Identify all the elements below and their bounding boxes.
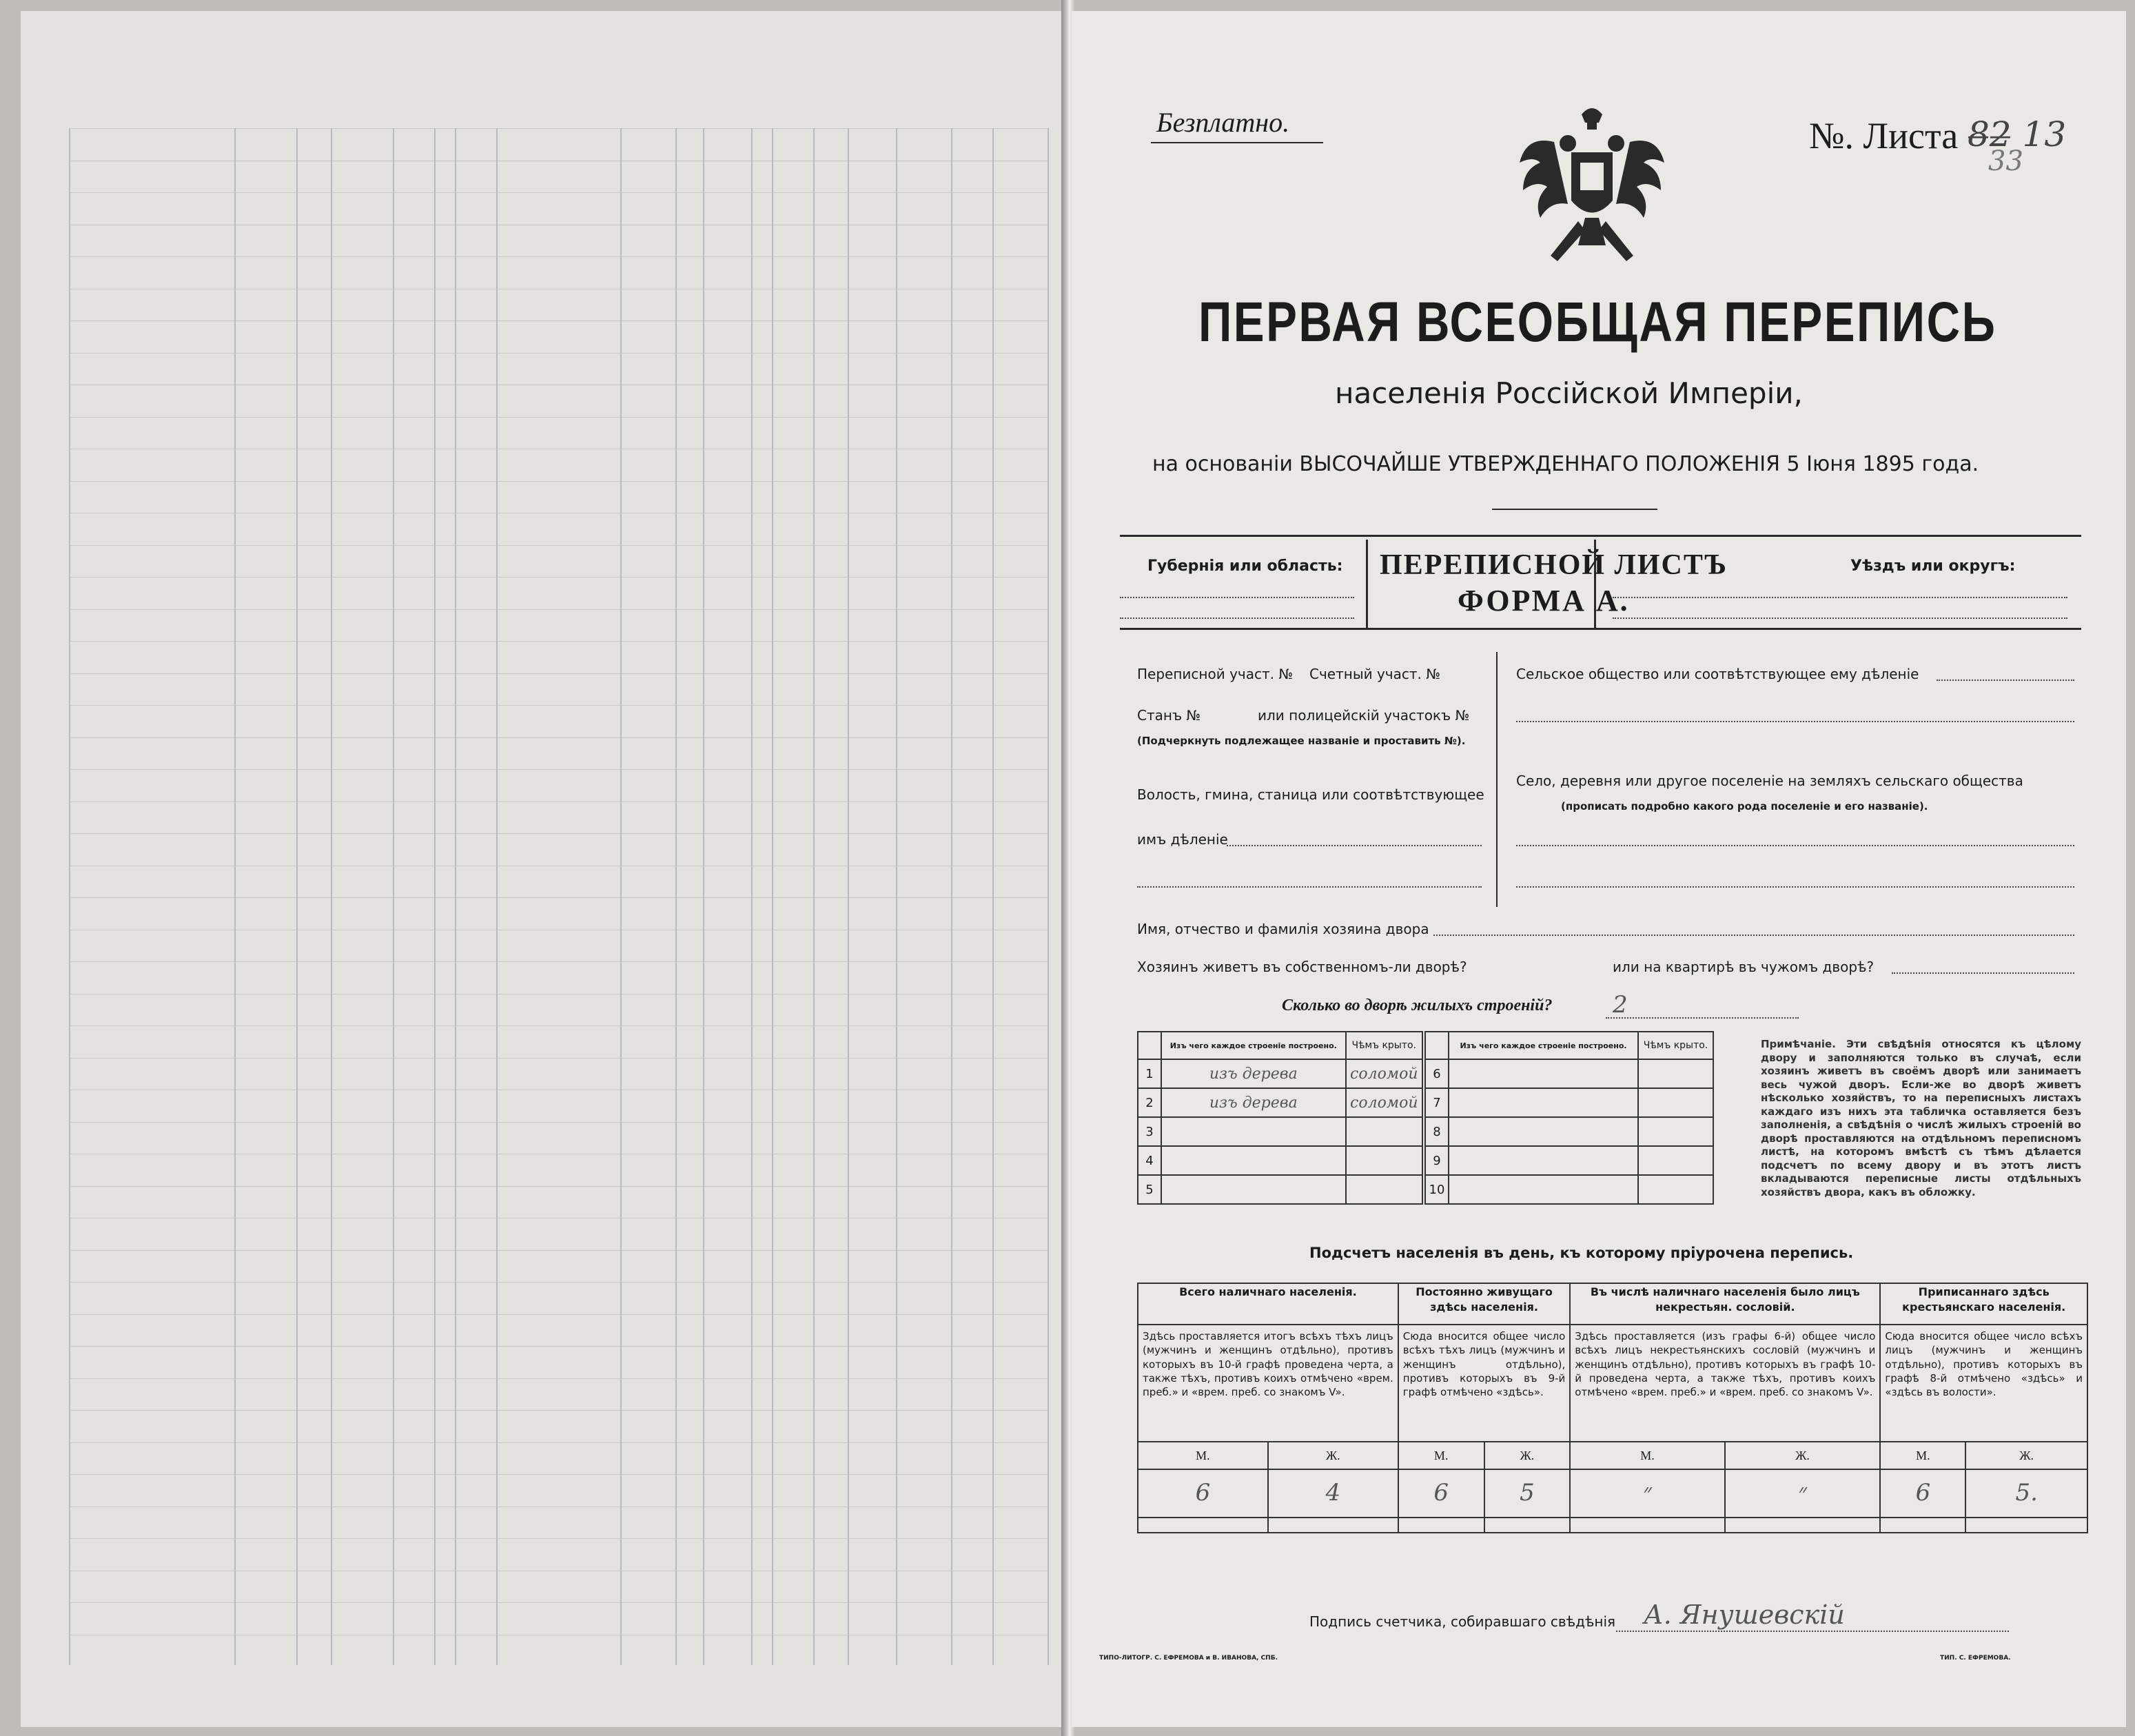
ghost-grid-vline	[69, 128, 70, 1665]
society-line-2	[1516, 721, 2074, 722]
ghost-grid-hline	[69, 1122, 1048, 1123]
sex-label: М.	[1398, 1442, 1484, 1469]
imperial-eagle-icon	[1513, 101, 1671, 280]
gubernia-label: Губернія или область:	[1147, 558, 1343, 575]
building-roof	[1346, 1117, 1422, 1146]
building-row-number: 8	[1425, 1117, 1449, 1146]
sheet-number-label: №. Листа	[1809, 115, 1959, 156]
ghost-grid-hline	[69, 673, 1048, 674]
village-label: Село, деревня или другое поселеніе на земляхъ сельскаго общества	[1516, 773, 2023, 789]
left-page	[21, 11, 1065, 1727]
form-name: ФОРМА А.	[1458, 584, 1630, 617]
ghost-grid-hline	[69, 577, 1048, 578]
building-roof	[1346, 1146, 1422, 1175]
building-row-number: 3	[1138, 1117, 1161, 1146]
ghost-grid-vline	[813, 128, 815, 1665]
ghost-grid-vline	[896, 128, 897, 1665]
ghost-grid-hline	[69, 705, 1048, 706]
ghost-grid-vline	[331, 128, 332, 1665]
volost-line	[1227, 845, 1482, 846]
ghost-grid-hline	[69, 1250, 1048, 1251]
building-material	[1161, 1175, 1346, 1204]
building-roof	[1638, 1146, 1713, 1175]
building-roof	[1638, 1117, 1713, 1146]
buildings-table-right	[1424, 1031, 1714, 1205]
ghost-grid-vline	[772, 128, 773, 1665]
count-description: Сюда вносится общее число всѣхъ лицъ (мужчинъ и женщинъ отдѣльно), противъ которыхъ въ графѣ 8-й отмѣчено «здѣсь» и «здѣсь въ волости».	[1880, 1325, 2087, 1442]
village-line-2	[1516, 886, 2074, 888]
stan-label: Станъ №	[1137, 707, 1201, 724]
signature-line	[1616, 1631, 2009, 1632]
ornament-divider	[1492, 509, 1657, 510]
count-value: 6	[1138, 1469, 1268, 1518]
count-header: Постоянно живущаго здѣсь населенія.	[1398, 1283, 1571, 1325]
material-header: Изъ чего каждое строеніе построено.	[1161, 1032, 1346, 1059]
ghost-grid-vline	[455, 128, 456, 1665]
signature-label: Подпись счетчика, собиравшаго свѣдѣнія	[1309, 1613, 1616, 1630]
ghost-grid-vline	[848, 128, 849, 1665]
ghost-grid-vline	[703, 128, 704, 1665]
ghost-grid-hline	[69, 128, 1048, 129]
buildings-question: Сколько во дворѣ жилыхъ строеній?	[1282, 997, 1553, 1014]
building-roof	[1638, 1088, 1713, 1117]
ghost-grid-hline	[69, 1186, 1048, 1187]
count-value: ״	[1725, 1469, 1881, 1518]
count-description: Здѣсь проставляется (изъ графы 6-й) общее число всѣхъ лицъ некрестьянскихъ сословій (мужчинъ и женщинъ отдѣльно), противъ которыхъ въ графѣ 10-й проведена черта, а также тѣхъ, противъ коихъ отмѣчено «врем. преб.» и «врем. преб. со знакомъ V».	[1570, 1325, 1880, 1442]
ghost-grid-vline	[751, 128, 753, 1665]
volost-label: Волость, гмина, станица или соотвѣтствующее	[1137, 786, 1484, 803]
uezd-line	[1613, 597, 2067, 598]
count-value: 6	[1398, 1469, 1484, 1518]
building-row-number: 4	[1138, 1146, 1161, 1175]
count-district-label: Счетный участ. №	[1309, 666, 1441, 682]
building-row	[1138, 1175, 1422, 1204]
society-line	[1937, 680, 2074, 681]
owner-line	[1433, 935, 2074, 936]
building-row-number: 1	[1138, 1059, 1161, 1088]
count-header: Въ числѣ наличнаго населенія было лицъ некрестьян. сословій.	[1570, 1283, 1880, 1325]
building-roof: соломой	[1346, 1088, 1422, 1117]
ghost-grid-hline	[69, 1602, 1048, 1603]
building-row	[1138, 1117, 1422, 1146]
count-value: 5.	[1965, 1469, 2087, 1518]
ghost-grid-vline	[620, 128, 622, 1665]
gubernia-line	[1120, 597, 1354, 598]
count-description: Здѣсь проставляется итогъ всѣхъ тѣхъ лицъ (мужчинъ и женщинъ отдѣльно), противъ которыхъ въ 10-й графѣ проведена черта, а также тѣхъ, противъ коихъ отмѣчено «врем. преб.» и «врем. преб. со знакомъ V».	[1138, 1325, 1398, 1442]
count-description: Сюда вносится общее число всѣхъ тѣхъ лицъ (мужчинъ и женщинъ отдѣльно), противъ которыхъ въ 9-й графѣ отмѣчено «здѣсь».	[1398, 1325, 1571, 1442]
owner-label: Имя, отчество и фамилія хозяина двора	[1137, 921, 1429, 937]
building-row-number: 7	[1425, 1088, 1449, 1117]
ghost-grid-hline	[69, 801, 1048, 802]
buildings-answer: 2	[1613, 991, 1628, 1019]
ghost-grid-hline	[69, 353, 1048, 354]
note-text: Примѣчаніе. Эти свѣдѣнія относятся къ цѣлому двору и заполняются только въ случаѣ, если хозяинъ живетъ въ своёмъ дворѣ или занимаетъ весь чужой дворъ. Если-же во дворѣ живетъ нѣсколько хозяйствъ, то на переписныхъ листахъ каждаго изъ нихъ эта табличка оставляется безъ заполненія, а свѣдѣнія о числѣ жилыхъ строеній во дворѣ проставляются на отдѣльномъ переписномъ листѣ, на которомъ вмѣстѣ съ тѣмъ дѣлается подсчетъ по всему двору и въ этотъ листъ вкладываются переписные листы отдѣльныхъ хозяйствъ двора, какъ въ обложку.	[1761, 1038, 2081, 1198]
gubernia-line-2	[1120, 617, 1354, 619]
signature-value: А. Янушевскій	[1644, 1600, 1845, 1630]
ghost-grid-hline	[69, 961, 1048, 962]
form-header-bottom-rule	[1120, 628, 2081, 630]
ghost-grid-vline	[296, 128, 298, 1665]
building-row	[1425, 1117, 1713, 1146]
ghost-grid-hline	[69, 1282, 1048, 1283]
volost-line-2	[1137, 886, 1482, 888]
count-value: 6	[1880, 1469, 1965, 1518]
roof-header: Чѣмъ крыто.	[1346, 1032, 1422, 1059]
sex-label: Ж.	[1268, 1442, 1398, 1469]
building-row-number: 2	[1138, 1088, 1161, 1117]
ghost-grid-hline	[69, 833, 1048, 834]
form-title: ПЕРЕПИСНОЙ ЛИСТЪ	[1380, 549, 1728, 581]
building-material	[1449, 1146, 1638, 1175]
count-value: ״	[1570, 1469, 1724, 1518]
material-header-2: Изъ чего каждое строеніе построено.	[1449, 1032, 1638, 1059]
society-label: Сельское общество или соотвѣтствующее ему дѣленіе	[1516, 666, 1919, 682]
sex-label: М.	[1880, 1442, 1965, 1469]
uezd-line-2	[1613, 617, 2067, 619]
ghost-grid-hline	[69, 1410, 1048, 1411]
building-row	[1425, 1175, 1713, 1204]
form-header-top-rule	[1120, 535, 2081, 537]
ghost-grid-vline	[234, 128, 236, 1665]
ghost-grid-vline	[675, 128, 677, 1665]
ghost-grid-hline	[69, 897, 1048, 898]
ghost-grid-vline	[951, 128, 952, 1665]
building-row-number: 9	[1425, 1146, 1449, 1175]
ghost-grid-hline	[69, 545, 1048, 546]
building-roof	[1346, 1175, 1422, 1204]
sex-label: Ж.	[1484, 1442, 1571, 1469]
ghost-grid-hline	[69, 192, 1048, 193]
sex-label: Ж.	[1965, 1442, 2087, 1469]
building-row	[1425, 1088, 1713, 1117]
rent-line	[1892, 972, 2074, 974]
count-header: Приписаннаго здѣсь крестьянскаго населенія.	[1880, 1283, 2087, 1325]
building-row	[1138, 1146, 1422, 1175]
count-title: Подсчетъ населенія въ день, къ которому пріурочена перепись.	[1309, 1245, 1854, 1261]
free-underline	[1151, 142, 1323, 143]
sheet-number-extra: 33	[1988, 145, 2023, 177]
building-row	[1425, 1059, 1713, 1088]
rent-label: или на квартирѣ въ чужомъ дворѣ?	[1613, 959, 1874, 975]
building-material	[1449, 1059, 1638, 1088]
police-label: или полицейскій участокъ №	[1258, 707, 1470, 724]
building-material: изъ дерева	[1161, 1088, 1346, 1117]
ghost-grid-hline	[69, 1378, 1048, 1379]
building-material	[1449, 1175, 1638, 1204]
ghost-grid-hline	[69, 481, 1048, 482]
count-table	[1137, 1283, 2088, 1533]
building-material	[1449, 1117, 1638, 1146]
building-row	[1138, 1059, 1422, 1088]
subtitle: населенія Россійской Имперіи,	[1335, 376, 1803, 410]
sheet-number-value: 8̶2̶ 13	[1968, 114, 2067, 154]
roof-header-2: Чѣмъ крыто.	[1638, 1032, 1713, 1059]
count-value: 5	[1484, 1469, 1571, 1518]
uezd-label: Уѣздъ или округъ:	[1850, 558, 2016, 575]
count-header: Всего наличнаго населенія.	[1138, 1283, 1398, 1325]
ghost-grid-hline	[69, 1346, 1048, 1347]
buildings-line	[1606, 1017, 1799, 1019]
ghost-grid-hline	[69, 1314, 1048, 1315]
building-material	[1161, 1117, 1346, 1146]
ghost-grid-hline	[69, 1442, 1048, 1443]
village-note: (прописать подробно какого рода поселеніе и его названіе).	[1561, 800, 1928, 813]
printer-mark: ТИПО-ЛИТОГР. С. ЕФРЕМОВА и В. ИВАНОВА, СПБ.	[1099, 1655, 1278, 1662]
ghost-grid-hline	[69, 256, 1048, 257]
ghost-grid-hline	[69, 1058, 1048, 1059]
free-label: Безплатно.	[1156, 107, 1290, 138]
building-material	[1449, 1088, 1638, 1117]
ghost-grid-hline	[69, 1538, 1048, 1539]
buildings-table-left	[1137, 1031, 1423, 1205]
sex-label: М.	[1138, 1442, 1268, 1469]
sex-label: Ж.	[1725, 1442, 1881, 1469]
legal-basis: на основаніи ВЫСОЧАЙШЕ УТВЕРЖДЕННАГО ПОЛОЖЕНІЯ 5 Іюня 1895 года.	[1152, 452, 1979, 476]
ghost-grid-hline	[69, 1474, 1048, 1475]
owner-lives-label: Хозяинъ живетъ въ собственномъ-ли дворѣ?	[1137, 959, 1467, 975]
village-line	[1516, 845, 2074, 846]
building-roof: соломой	[1346, 1059, 1422, 1088]
building-row	[1425, 1146, 1713, 1175]
volost-label-2: имъ дѣленіе	[1137, 831, 1228, 848]
ghost-grid-hline	[69, 609, 1048, 610]
building-row	[1138, 1088, 1422, 1117]
ghost-grid-vline	[496, 128, 498, 1665]
ghost-grid-hline	[69, 320, 1048, 321]
building-roof	[1638, 1175, 1713, 1204]
building-material	[1161, 1146, 1346, 1175]
fields-divider	[1496, 652, 1498, 907]
count-value: 4	[1268, 1469, 1398, 1518]
ghost-grid-hline	[69, 1025, 1048, 1026]
building-row-number: 10	[1425, 1175, 1449, 1204]
ghost-grid-hline	[69, 737, 1048, 738]
census-form-page	[1072, 11, 2126, 1727]
ghost-table-grid	[69, 128, 1048, 1665]
ghost-grid-vline	[434, 128, 436, 1665]
building-row-number: 5	[1138, 1175, 1161, 1204]
building-row-number: 6	[1425, 1059, 1449, 1088]
ghost-grid-hline	[69, 769, 1048, 770]
ghost-grid-hline	[69, 417, 1048, 418]
stan-note: (Подчеркнуть подлежащее названіе и проставить №).	[1137, 735, 1466, 747]
ghost-grid-hline	[69, 641, 1048, 642]
printer-mark-right: ТИП. С. ЕФРЕМОВА.	[1940, 1655, 2011, 1662]
ghost-grid-vline	[1048, 128, 1049, 1665]
ghost-grid-vline	[393, 128, 394, 1665]
sex-label: М.	[1570, 1442, 1724, 1469]
building-roof	[1638, 1059, 1713, 1088]
census-district-label: Переписной участ. №	[1137, 666, 1294, 682]
building-material: изъ дерева	[1161, 1059, 1346, 1088]
main-title: ПЕРВАЯ ВСЕОБЩАЯ ПЕРЕПИСЬ	[1198, 291, 1997, 354]
ghost-grid-vline	[992, 128, 994, 1665]
